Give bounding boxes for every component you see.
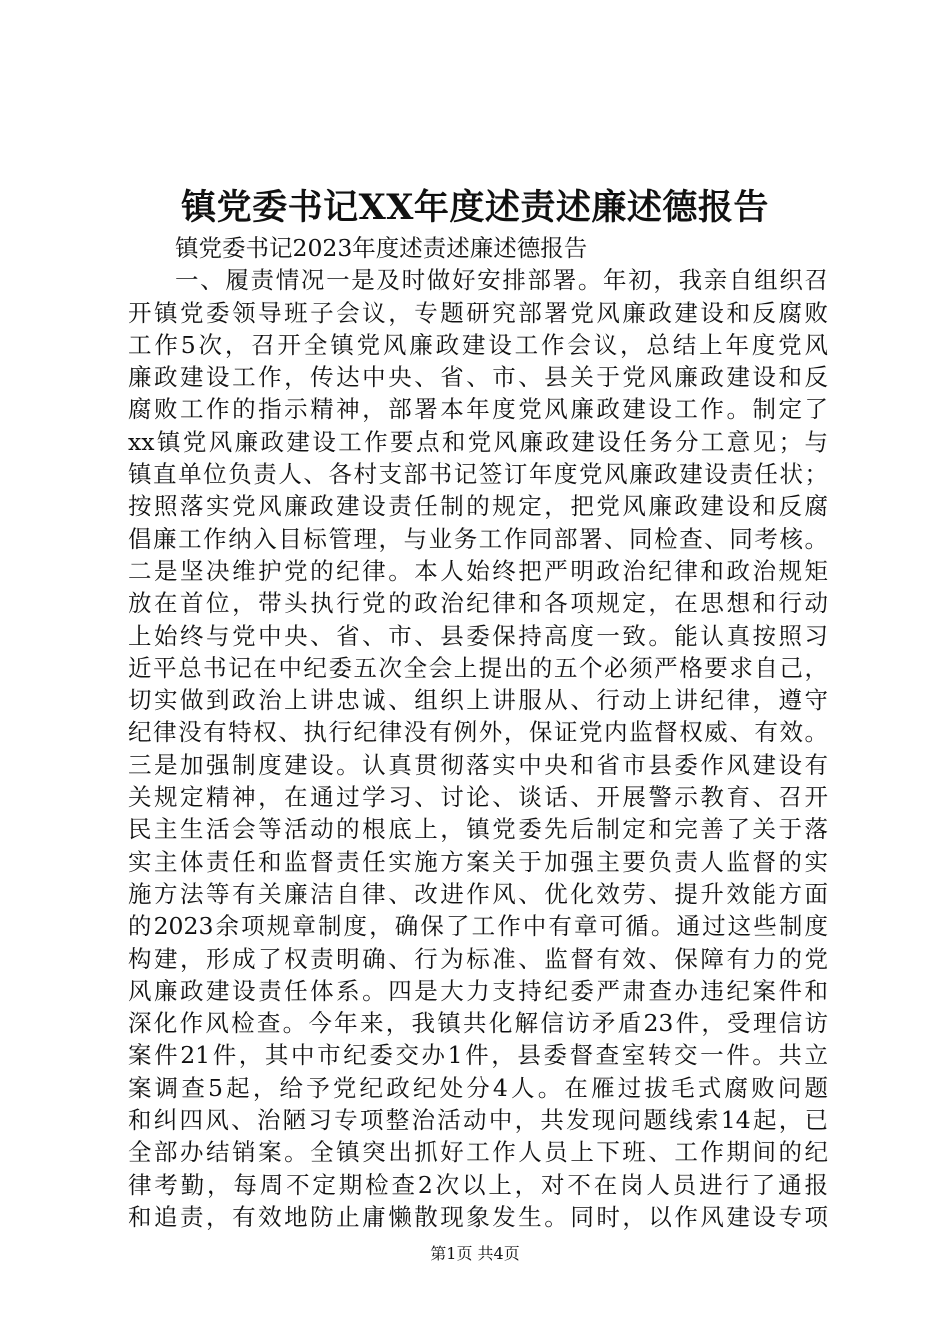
body-line: 二是坚决维护党的纪律。本人始终把严明政治纪律和政治规矩 bbox=[128, 556, 828, 585]
body-line: 三是加强制度建设。认真贯彻落实中央和省市县委作风建设有 bbox=[128, 750, 828, 779]
body-line: xx镇党风廉政建设工作要点和党风廉政建设任务分工意见；与 bbox=[128, 427, 828, 456]
body-line: 案件21件，其中市纪委交办1件，县委督查室转交一件。共立 bbox=[128, 1041, 828, 1070]
page-number-label: 第1页 共4页 bbox=[430, 1244, 520, 1263]
body-line: 镇直单位负责人、各村支部书记签订年度党风廉政建设责任状； bbox=[128, 460, 828, 489]
body-line: 和纠四风、治陋习专项整治活动中，共发现问题线索14起，已 bbox=[128, 1106, 828, 1135]
body-line: 镇党委书记2023年度述责述廉述德报告 bbox=[175, 234, 588, 262]
body-line: 上始终与党中央、省、市、县委保持高度一致。能认真按照习 bbox=[128, 621, 828, 650]
document-body bbox=[128, 232, 828, 1233]
body-line: 民主生活会等活动的根底上，镇党委先后制定和完善了关于落 bbox=[128, 815, 828, 844]
body-line: 放在首位，带头执行党的政治纪律和各项规定，在思想和行动 bbox=[128, 589, 828, 618]
body-line: 切实做到政治上讲忠诚、组织上讲服从、行动上讲纪律，遵守 bbox=[128, 686, 828, 715]
body-line: 纪律没有特权、执行纪律没有例外，保证党内监督权威、有效。 bbox=[128, 718, 828, 747]
body-line: 倡廉工作纳入目标管理，与业务工作同部署、同检查、同考核。 bbox=[128, 524, 828, 553]
body-line: 的2023余项规章制度，确保了工作中有章可循。通过这些制度 bbox=[128, 912, 828, 941]
body-line: 开镇党委领导班子会议，专题研究部署党风廉政建设和反腐败 bbox=[128, 298, 828, 327]
body-line: 风廉政建设责任体系。四是大力支持纪委严肃查办违纪案件和 bbox=[128, 976, 828, 1005]
body-line: 案调查5起，给予党纪政纪处分4人。在雁过拔毛式腐败问题 bbox=[128, 1073, 828, 1102]
body-line: 按照落实党风廉政建设责任制的规定，把党风廉政建设和反腐 bbox=[128, 492, 828, 521]
document-title: 镇党委书记XX年度述责述廉述德报告 bbox=[181, 187, 769, 228]
body-line: 腐败工作的指示精神，部署本年度党风廉政建设工作。制定了 bbox=[128, 395, 828, 424]
body-line: 构建，形成了权责明确、行为标准、监督有效、保障有力的党 bbox=[128, 944, 828, 973]
body-line: 廉政建设工作，传达中央、省、市、县关于党风廉政建设和反 bbox=[128, 363, 828, 392]
body-line: 律考勤，每周不定期检查2次以上，对不在岗人员进行了通报 bbox=[128, 1170, 828, 1199]
body-line: 全部办结销案。全镇突出抓好工作人员上下班、工作期间的纪 bbox=[128, 1138, 828, 1167]
body-line: 关规定精神，在通过学习、讨论、谈话、开展警示教育、召开 bbox=[128, 783, 828, 812]
body-line: 施方法等有关廉洁自律、改进作风、优化效劳、提升效能方面 bbox=[128, 879, 828, 908]
body-line: 实主体责任和监督责任实施方案关于加强主要负责人监督的实 bbox=[128, 847, 828, 876]
body-line: 一、履责情况一是及时做好安排部署。年初，我亲自组织召 bbox=[175, 266, 828, 295]
page-footer bbox=[0, 1242, 950, 1266]
body-line: 工作5次，召开全镇党风廉政建设工作会议，总结上年度党风 bbox=[128, 330, 828, 359]
body-line: 深化作风检查。今年来，我镇共化解信访矛盾23件，受理信访 bbox=[128, 1009, 828, 1038]
body-line: 和追责，有效地防止庸懒散现象发生。同时，以作风建设专项 bbox=[128, 1202, 828, 1231]
body-line: 近平总书记在中纪委五次全会上提出的五个必须严格要求自己， bbox=[128, 653, 828, 682]
